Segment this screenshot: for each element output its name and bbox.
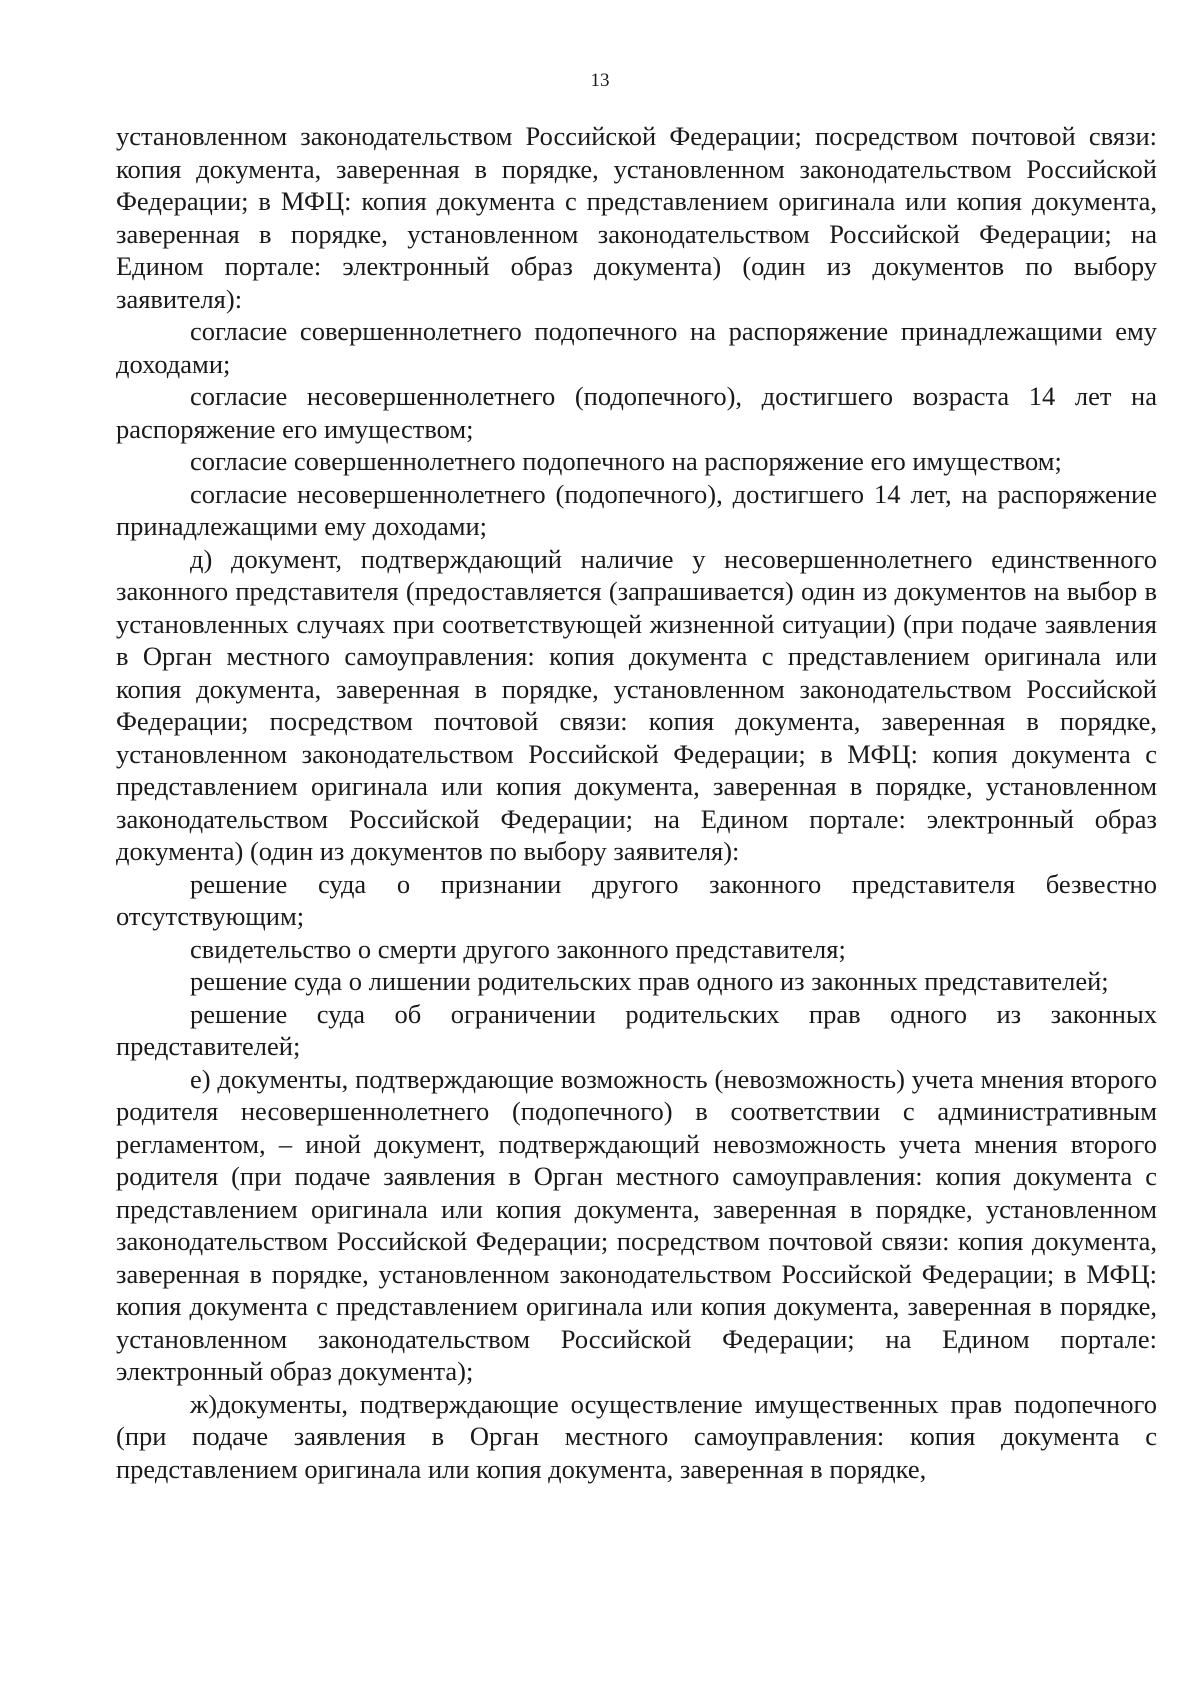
- paragraph-court-deprivation: решение суда о лишении родительских прав одного из законных представителей;: [190, 966, 1109, 996]
- paragraph-court-missing: решение суда о признании другого законного представителя безвестно отсутствующим;: [116, 868, 1157, 931]
- paragraph-consent-adult-property: согласие совершеннолетнего подопечного на распоряжение его имуществом;: [190, 446, 1062, 476]
- document-body: [116, 120, 1157, 1485]
- paragraph-continuation: установленном законодательством Российской Федерации; посредством почтовой связи: копия документа, заверенная в порядке, установленном законодательством Российской Федерации; в МФЦ: копия документа с представлением оригинала или копия документа, заверенная в порядке, установленном законодательством Российской Федерации; на Едином портале: электронный образ документа) (один из документов по выбору заявителя):: [116, 121, 1157, 314]
- paragraph-death-certificate: свидетельство о смерти другого законного представителя;: [190, 933, 846, 964]
- paragraph-consent-minor-property: согласие несовершеннолетнего (подопечного), достигшего возраста 14 лет на распоряжение его имуществом;: [116, 381, 1157, 444]
- paragraph-item-zh: ж)документы, подтверждающие осуществление имущественных прав подопечного (при подаче заявления в Орган местного самоуправления: копия документа с представлением оригинала или копия документа, заверенная в порядке,: [116, 1388, 1157, 1484]
- paragraph-consent-minor-income: согласие несовершеннолетнего (подопечного), достигшего 14 лет, на распоряжение принадлежащими ему доходами;: [116, 478, 1157, 541]
- paragraph-item-d: д) документ, подтверждающий наличие у несовершеннолетнего единственного законного представителя (предоставляется (запрашивается) один из документов на выбор в установленных случаях при соответствующей жизненной ситуации) (при подаче заявления в Орган местного самоуправления: копия документа с представлением оригинала или копия документа, заверенная в порядке, установленном законодательством Российской Федерации; посредством почтовой связи: копия документа, заверенная в порядке, установленном законодательством Российской Федерации; в МФЦ: копия документа с представлением оригинала или копия документа, заверенная в порядке, установленном законодательством Российской Федерации; на Едином портале: электронный образ документа) (один из документов по выбору заявителя):: [116, 543, 1157, 866]
- paragraph-consent-adult-income: согласие совершеннолетнего подопечного на распоряжение принадлежащими ему доходами;: [116, 316, 1157, 379]
- paragraph-court-restriction: решение суда об ограничении родительских прав одного из законных представителей;: [116, 998, 1157, 1061]
- page-number: 13: [590, 70, 610, 91]
- paragraph-item-e: е) документы, подтверждающие возможность (невозможность) учета мнения второго родителя несовершеннолетнего (подопечного) в соответствии с административным регламентом, – иной документ, подтверждающий невозможность учета мнения второго родителя (при подаче заявления в Орган местного самоуправления: копия документа с представлением оригинала или копия документа, заверенная в порядке, установленном законодательством Российской Федерации; посредством почтовой связи: копия документа, заверенная в порядке, установленном законодательством Российской Федерации; в МФЦ: копия документа с представлением оригинала или копия документа, заверенная в порядке, установленном законодательством Российской Федерации; на Едином портале: электронный образ документа);: [116, 1063, 1157, 1386]
